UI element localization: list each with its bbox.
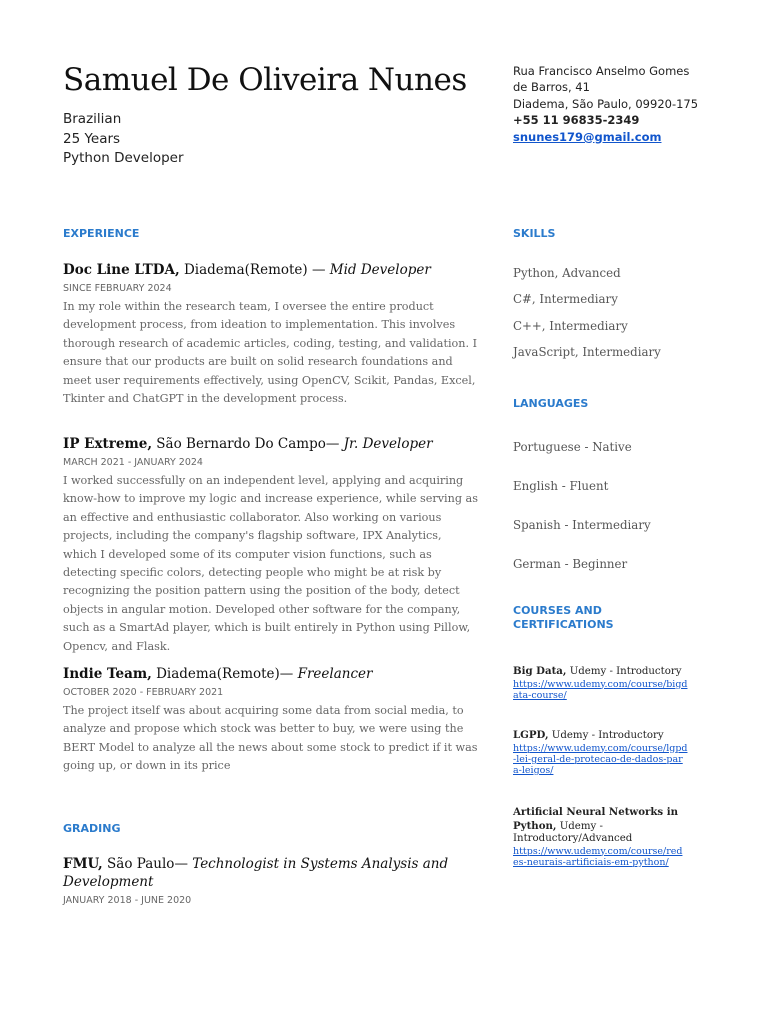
degree-name: Technologist in Systems Analysis and Development	[63, 856, 449, 890]
job-description: In my role within the research team, I oversee the entire product development process, from ideation to implementation. This involves thorough research of academic articles, coding, testing, and validation. I ensure that our products are built on solid research foundations and meet user requirements effectively, using OpenCV, Scikit, Pandas, Excel, Tkinter and ChatGPT in the development process.	[63, 300, 478, 406]
language-item: English - Fluent	[513, 479, 609, 493]
skill-item: C#, Intermediary	[513, 292, 618, 307]
job-role: Mid Developer	[329, 262, 431, 278]
language-item: German - Beginner	[513, 557, 628, 571]
skills-heading: SKILLS	[513, 227, 556, 240]
course-name: LGPD,	[513, 729, 549, 741]
company-location: Diadema(Remote)—	[151, 666, 298, 682]
job-date: SINCE FEBRUARY 2024	[63, 283, 172, 294]
courses-heading: COURSES AND CERTIFICATIONS	[513, 604, 614, 631]
languages-list	[513, 428, 713, 584]
address-line: de Barros, 41	[513, 80, 590, 95]
job-description: I worked successfully on an independent level, applying and acquiring know-how to improve my logic and increase experience, while serving as an effective and enthusiastic collaborator. Also working on various projects, including the company's flagship software, IPX Analytics, which I developed some of its computer vision functions, such as detecting specific colors, detecting people who might be at risk by recognizing the position pattern using the position of the body, detect objects in angular motion. Developed other software for the company, such as a SmartAd player, which is built entirely in Python using Pillow, Opencv, and Flask.	[63, 474, 478, 653]
job-description: The project itself was about acquiring some data from social media, to analyze and propose which stock was better to buy, we were using the BERT Model to analyze all the news about some stock to predict if it was going up, or down in its price	[63, 704, 478, 773]
course-link[interactable]: https://www.udemy.com/course/lgpd-lei-geral-de-protecao-de-dados-para-leigos/	[513, 742, 688, 777]
experience-entry	[63, 261, 478, 408]
experience-entry	[63, 665, 478, 776]
experience-header	[63, 435, 478, 453]
experience-header	[63, 261, 478, 279]
skill-item: Python, Advanced	[513, 266, 621, 280]
education-date: JANUARY 2018 - JUNE 2020	[63, 895, 192, 906]
experience-entry	[63, 435, 478, 656]
skill-item: C++, Intermediary	[513, 318, 628, 333]
skills-list	[513, 260, 713, 365]
address-line: Diadema, São Paulo, 09920-175	[513, 96, 699, 111]
email-link[interactable]: snunes179@gmail.com	[513, 129, 662, 144]
course-name: Big Data,	[513, 665, 567, 677]
candidate-name: Samuel De Oliveira Nunes	[63, 62, 467, 98]
company-location: São Bernardo Do Campo—	[152, 436, 344, 452]
language-item: Spanish - Intermediary	[513, 518, 651, 532]
course-provider: Udemy - Introductory/Advanced	[513, 820, 633, 844]
job-role: Jr. Developer	[343, 436, 433, 452]
job-date: MARCH 2021 - JANUARY 2024	[63, 457, 203, 468]
grading-heading: GRADING	[63, 822, 121, 835]
course-link[interactable]: https://www.udemy.com/course/redes-neurais-artificiais-em-python/	[513, 845, 683, 868]
company-name: IP Extreme,	[63, 436, 153, 452]
school-name: FMU,	[63, 856, 103, 872]
skill-item: JavaScript, Intermediary	[513, 344, 661, 359]
course-name: Artificial Neural Networks in Python,	[513, 806, 678, 832]
language-item: Portuguese - Native	[513, 440, 632, 454]
course-provider: Udemy - Introductory	[548, 730, 664, 741]
experience-heading: EXPERIENCE	[63, 227, 140, 240]
company-name: Indie Team,	[63, 666, 152, 682]
languages-heading: LANGUAGES	[513, 397, 589, 410]
address-line: Rua Francisco Anselmo Gomes	[513, 64, 690, 78]
age: 25 Years	[63, 130, 121, 147]
education-header	[63, 855, 463, 891]
phone-number: +55 11 96835-2349	[513, 113, 640, 128]
course-entry	[513, 729, 688, 776]
course-link[interactable]: https://www.udemy.com/course/bigdata-course/	[513, 678, 688, 701]
experience-header	[63, 665, 478, 683]
profile-summary	[63, 110, 184, 169]
school-location: São Paulo—	[102, 856, 193, 872]
company-location: Diadema(Remote) —	[179, 262, 330, 278]
nationality: Brazilian	[63, 111, 122, 127]
course-provider: Udemy - Introductory	[566, 666, 682, 677]
company-name: Doc Line LTDA,	[63, 262, 180, 278]
course-entry	[513, 806, 688, 868]
contact-block	[513, 63, 713, 145]
job-title: Python Developer	[63, 150, 184, 166]
education-entry	[63, 855, 463, 907]
job-date: OCTOBER 2020 - FEBRUARY 2021	[63, 687, 224, 698]
job-role: Freelancer	[297, 666, 373, 682]
course-entry	[513, 665, 688, 701]
